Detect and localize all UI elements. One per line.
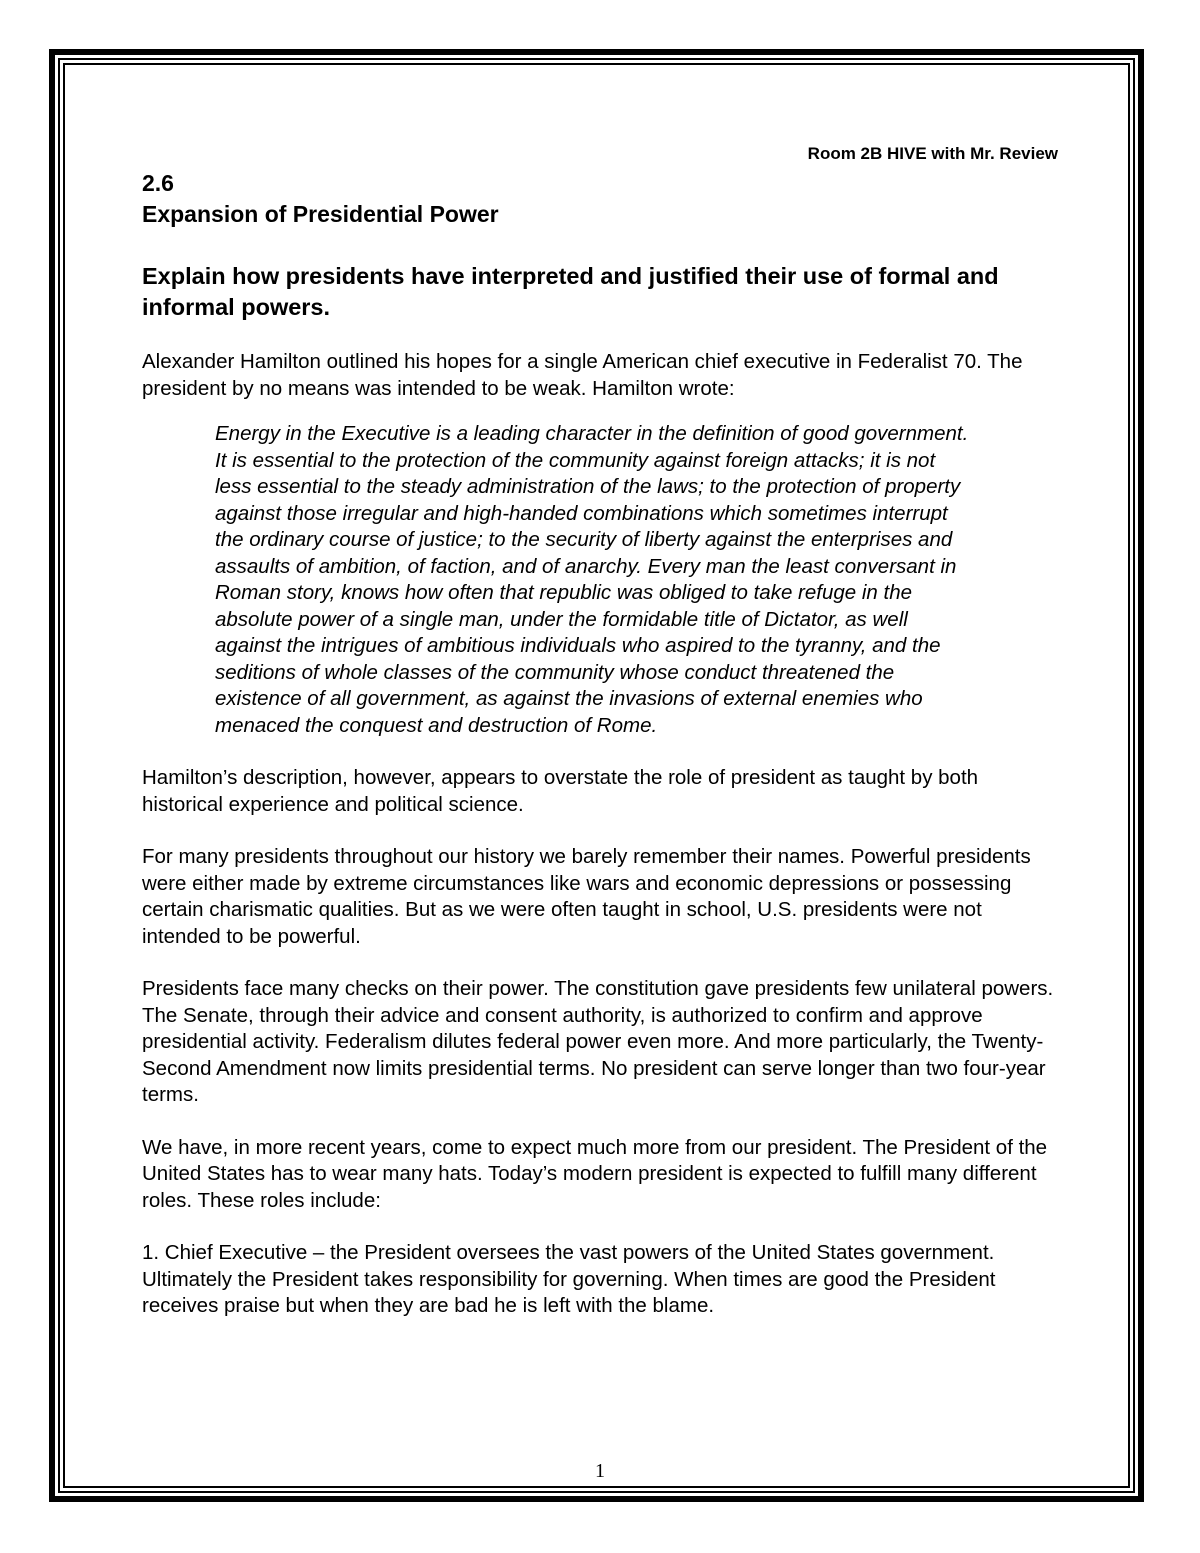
intro-paragraph: Alexander Hamilton outlined his hopes for a single American chief executive in Federalist 70. The president by no means was intended to be weak. Hamilton wrote: — [142, 350, 1023, 400]
section-title: Expansion of Presidential Power — [142, 201, 499, 227]
section-number: 2.6 — [142, 170, 174, 196]
paragraph-modern-expectations: We have, in more recent years, come to expect much more from our president. The President of the United States has to wear many hats. Today’s modern president is expected to fulfill many different roles. These roles include: — [142, 1135, 1048, 1212]
federalist-quote: Energy in the Executive is a leading character in the definition of good government. It is essential to the protection of the community against foreign attacks; it is not less essential to the steady administration of the laws; to the protection of property against those irregular and high-handed combinations which sometimes interrupt the ordinary course of justice; to the security of liberty against the enterprises and assaults of ambition, of faction, and of anarchy. Every man the least conversant in Roman story, knows how often that republic was obliged to take refuge in the absolute power of a single man, under the formidable title of Dictator, as well against the intrigues of ambitious individuals who aspired to the tyranny, and the seditions of whole classes of the community whose conduct threatened the existence of all government, as against the invasions of external enemies who menaced the conquest and destruction of Rome. — [215, 422, 969, 737]
learning-objective: Explain how presidents have interpreted and justified their use of formal and informal powers. — [142, 263, 999, 320]
room-label: Room 2B HIVE with Mr. Review — [807, 144, 1058, 163]
paragraph-hamilton-description: Hamilton’s description, however, appears to overstate the role of president as taught by both historical experience and political science. — [142, 766, 979, 816]
document-content — [142, 140, 1062, 1320]
paragraph-checks-on-power: Presidents face many checks on their power. The constitution gave presidents few unilateral powers. The Senate, through their advice and consent authority, is authorized to confirm and approve presidential activity. Federalism dilutes federal power even more. And more particularly, the Twenty-Second Amendment now limits presidential terms. No president can serve longer than two four-year terms. — [142, 977, 1054, 1106]
page-number: 1 — [595, 1460, 605, 1482]
paragraph-chief-executive: 1. Chief Executive – the President oversees the vast powers of the United States government. Ultimately the President takes responsibility for governing. When times are good the President receives praise but when they are bad he is left with the blame. — [142, 1241, 996, 1317]
paragraph-forgotten-presidents: For many presidents throughout our history we barely remember their names. Powerful presidents were either made by extreme circumstances like wars and economic depressions or possessing certain charismatic qualities. But as we were often taught in school, U.S. presidents were not intended to be powerful. — [142, 845, 1031, 948]
